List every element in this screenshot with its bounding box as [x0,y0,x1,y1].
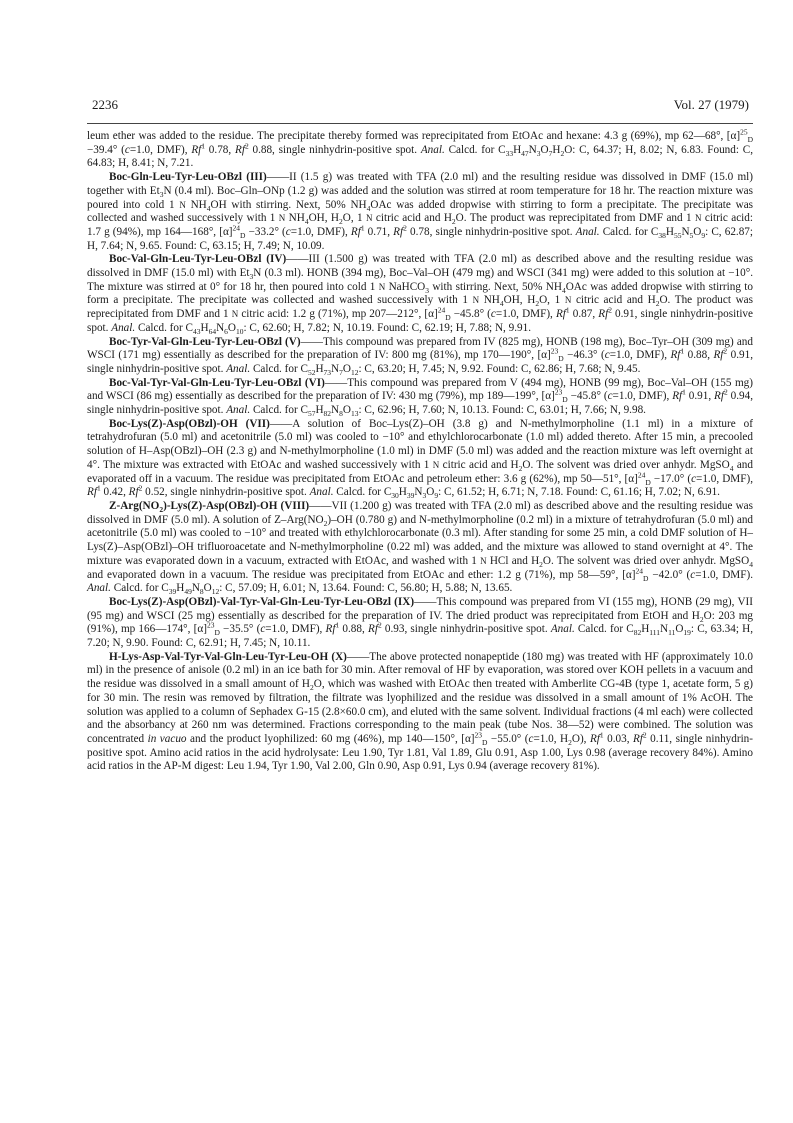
paragraph-text: ——This compound was prepared from V (494 mg), HONB (99 mg), Boc–Val–OH (155 mg) and WSCI (86 mg) essentially as described for the preparation of IV: 430 mg (79%), mp 189—199°, $[\alpha]^{23}_D -45.8^\circ$ (c=1.0, DMF), Rf$^1$ 0.91, Rf$^2$ 0.94, single ninhydrin-positive spot. Anal. Calcd. for $C_{57}H_{82}N_8O_{13}$: C, 62.96; H, 7.60; N, 10.13. Found: C, 63.01; H, 7.66; N, 9.98. [87,376,754,419]
experimental-paragraph [87,127,754,171]
experimental-paragraph [87,253,753,335]
experimental-paragraph [87,596,753,651]
paragraph-text: ——The above protected nonapeptide (180 mg) was treated with HF (approximately 10.0 ml) in the presence of anisole (0.2 ml) in an ice bath for 30 min. After removal of HF by evaporation, was stored over KOH pellets in a vacuum and the residue was dissolved in a small amount of $H_2O$, which was washed with EtOAc then treated with Amberlite CG-4B (type 1, acetate form, 5 g) for 30 min. The resin was removed by filtration, the filtrate was lyophilized and the residue was dissolved in a small amount of 1% AcOH. The solution was applied to a column of Sephadex G-15 (2.8×60.0 cm), and eluted with the same solvent. Individual fractions (4 ml each) were collected and the absorbancy at 260 nm was determined. Fractions corresponding to the main peak (tube Nos. 38—52) were combined. The solution was concentrated in vacuo and the product lyophilized: 60 mg (46%), mp 140—150°, $[\alpha]^{23}_D -55.0^\circ$ (c=1.0, $H_2O$), Rf$^1$ 0.03, Rf$^2$ 0.11, single ninhydrin-positive spot. Amino acid ratios in the acid hydrolysate: Leu 1.90, Tyr 1.81, Val 1.89, Glu 0.91, Asp 1.00, Lys 0.98 (average recovery 84%). Amino acid ratios in the AP-M digest: Leu 1.94, Tyr 1.90, Val 2.00, Gln 0.90, Asp 0.91, Lys 0.94 (average recovery 81%). [87,650,754,773]
experimental-paragraph [87,171,753,253]
compound-heading: $Z-Arg(NO_2)-Lys(Z)-Asp(OBzl)-OH$ (VIII) [109,499,310,515]
experimental-paragraph [87,651,753,774]
experimental-paragraph [87,418,753,500]
running-header [92,97,749,117]
paragraph-text: ——This compound was prepared from IV (825 mg), HONB (198 mg), Boc–Tyr–OH (309 mg) and WSCI (171 mg) essentially as described for the preparation of IV: 800 mg (81%), mp 170—190°, $[\alpha]^{23}_D -46.3^\circ$ (c=1.0, DMF), Rf$^1$ 0.88, Rf$^2$ 0.91, single ninhydrin-positive spot. Anal. Calcd. for $C_{52}H_{73}N_7O_{12}$: C, 63.20; H, 7.45; N, 9.92. Found: C, 62.86; H, 7.68; N, 9.45. [87,335,754,378]
compound-heading: H-Lys-Asp-Val-Tyr-Val-Gln-Leu-Tyr-Leu-OH (X) [109,650,347,663]
paragraph-text: ——A solution of Boc–Lys(Z)–OH (3.8 g) and N-methylmorpholine (1.1 ml) in a mixture of tetrahydrofuran (5.0 ml) and acetonitrile (5.0 ml) was cooled to −10° and ethylchlorocarbonate (1.0 ml) added thereto. After 15 min, a precooled solution of H–Asp(OBzl)–OH (2.3 g) and N-methylmorpholine (1.0 ml) in DMF (5.0 ml) was added and the reaction mixture was left overnight at 4°. The mixture was extracted with EtOAc and washed successively with 1 N citric acid and $H_2O$. The solvent was dried over anhydr. MgSO$_4$ and evaporated off in a vacuum. The residue was precipitated from EtOAc and petroleum ether: 3.6 g (62%), mp 50—51°, $[\alpha]^{24}_D -17.0^\circ$ (c=1.0, DMF), Rf$^1$ 0.42, Rf$^2$ 0.52, single ninhydrin-positive spot. Anal. Calcd. for $C_{30}H_{39}N_3O_9$: C, 61.52; H, 6.71; N, 7.18. Found: C, 61.16; H, 7.02; N, 6.91. [87,417,753,501]
compound-heading: Boc-Tyr-Val-Gln-Leu-Tyr-Leu-OBzl (V) [109,335,301,348]
compound-heading: Boc-Lys(Z)-Asp(OBzl)-OH (VII) [109,417,270,430]
paragraph-text: ——II (1.5 g) was treated with TFA (2.0 ml) and the resulting residue was dissolved in DMF (15.0 ml) together with $Et_3N$ (0.4 ml). Boc–Gln–ONp (1.2 g) was added and the solution was stirred at room temperature for 18 hr. The reaction mixture was poured into cold 1 N $NH_4OH$ with stirring. Next, 50% $NH_4OAc$ was added dropwise with stirring to form a precipitate. The precipitate was collected and washed successively with 1 N $NH_4OH$, $H_2O$, 1 N citric acid and $H_2O$. The product was reprecipitated from DMF and 1 N citric acid: 1.7 g (94%), mp 164—168°, $[\alpha]^{24}_D -33.2^\circ$ (c=1.0, DMF), Rf$^1$ 0.71, Rf$^2$ 0.78, single ninhydrin-positive spot. Anal. Calcd. for $C_{38}H_{55}N_5O_9$: C, 62.87; H, 7.64; N, 9.65. Found: C, 63.15; H, 7.49; N, 10.09. [87,171,754,252]
compound-heading: Boc-Lys(Z)-Asp(OBzl)-Val-Tyr-Val-Gln-Leu-Tyr-Leu-OBzl (IX) [109,595,415,608]
experimental-paragraph [87,500,753,596]
article-body [87,127,754,774]
compound-heading: Boc-Val-Gln-Leu-Tyr-Leu-OBzl (IV) [109,253,287,266]
compound-heading: Boc-Gln-Leu-Tyr-Leu-OBzl (III) [109,171,267,184]
paragraph-text: ——This compound was prepared from VI (155 mg), HONB (29 mg), VII (95 mg) and WSCI (25 mg) essentially as described for the preparation of IV. The dried product was reprecipitated from EtOH and $H_2O$: 203 mg (91%), mp 166—174°, $[\alpha]^{23}_D -35.5^\circ$ (c=1.0, DMF), Rf$^1$ 0.88, Rf$^2$ 0.93, single ninhydrin-positive spot. Anal. Calcd. for $C_{82}H_{111}N_{11}O_{19}$: C, 63.34; H, 7.20; N, 9.90. Found: C, 62.91; H, 7.45; N, 10.11. [87,595,754,650]
paragraph-text: ——III (1.500 g) was treated with TFA (2.0 ml) as described above and the resulting residue was dissolved in DMF (15.0 ml) with $Et_3N$ (0.3 ml). HONB (394 mg), Boc–Val–OH (479 mg) and WSCI (341 mg) were added to this solution at −10°. The mixture was stirred at 0° for 18 hr, then poured into cold 1 N NaHCO$_3$ with stirring. Next, 50% $NH_4OAc$ was added dropwise with stirring to form a precipitate. The precipitate was collected and washed successively with 1 N $NH_4OH$, $H_2O$, 1 N citric acid and $H_2O$. The product was reprecipitated from DMF and 1 N citric acid: 1.2 g (71%), mp 207—212°, $[\alpha]^{24}_D -45.8^\circ$ (c=1.0, DMF), Rf$^1$ 0.87, Rf$^2$ 0.91, single ninhydrin-positive spot. Anal. Calcd. for $C_{43}H_{64}N_6O_{10}$: C, 62.60; H, 7.82; N, 10.19. Found: C, 62.19; H, 7.88; N, 9.91. [87,253,753,337]
paragraph-text: leum ether was added to the residue. The precipitate thereby formed was reprecipitated from EtOAc and hexane: 4.3 g (69%), mp 62—68°, $[\alpha]^{25}_D -39.4^\circ$ (c=1.0, DMF), Rf$^1$ 0.78, Rf$^2$ 0.88, single ninhydrin-positive spot. Anal. Calcd. for $C_{33}H_{47}N_3O_7H_2O$: C, 64.37; H, 8.02; N, 6.83. Found: C, 64.83; H, 8.41; N, 7.21. [87,127,754,170]
page-number: 2236 [92,97,118,112]
experimental-paragraph [87,377,753,418]
volume-label: Vol. 27 (1979) [673,97,749,112]
header-rule [87,123,753,124]
paragraph-text: ——VII (1.200 g) was treated with TFA (2.0 ml) as described above and the resulting residue was dissolved in DMF (5.0 ml). A solution of $Z-Arg(NO_2)-OH$ (0.780 g) and N-methylmorpholine (0.2 ml) in a mixture of tetrahydrofuran (5.0 ml) and acetonitrile (5.0 ml) was cooled to −10° and treated with ethylchlorocarbonate (0.3 ml). After standing for some 25 min, a cold DMF solution of H–Lys(Z)–Asp(OBzl)–OH trifluoroacetate and N-methylmorpholine (0.22 ml) was added, and the mixture was allowed to stand overnight at 4°. The mixture was evaporated down in a vacuum, extracted with EtOAc, and washed with 1 N HCl and $H_2O$. The solvent was dried over anhydr. MgSO$_4$ and evaporated down in a vacuum. The residue was precipitated from EtOAc and ether: 1.2 g (71%), mp 58—59°, $[\alpha]^{24}_D -42.0^\circ$ (c=1.0, DMF). Anal. Calcd. for $C_{39}H_{49}N_8O_{12}$: C, 57.09; H, 6.01; N, 13.64. Found: C, 56.80; H, 5.88; N, 13.65. [87,499,754,597]
experimental-paragraph [87,336,753,377]
compound-heading: Boc-Val-Tyr-Val-Gln-Leu-Tyr-Leu-OBzl (VI) [109,376,325,389]
